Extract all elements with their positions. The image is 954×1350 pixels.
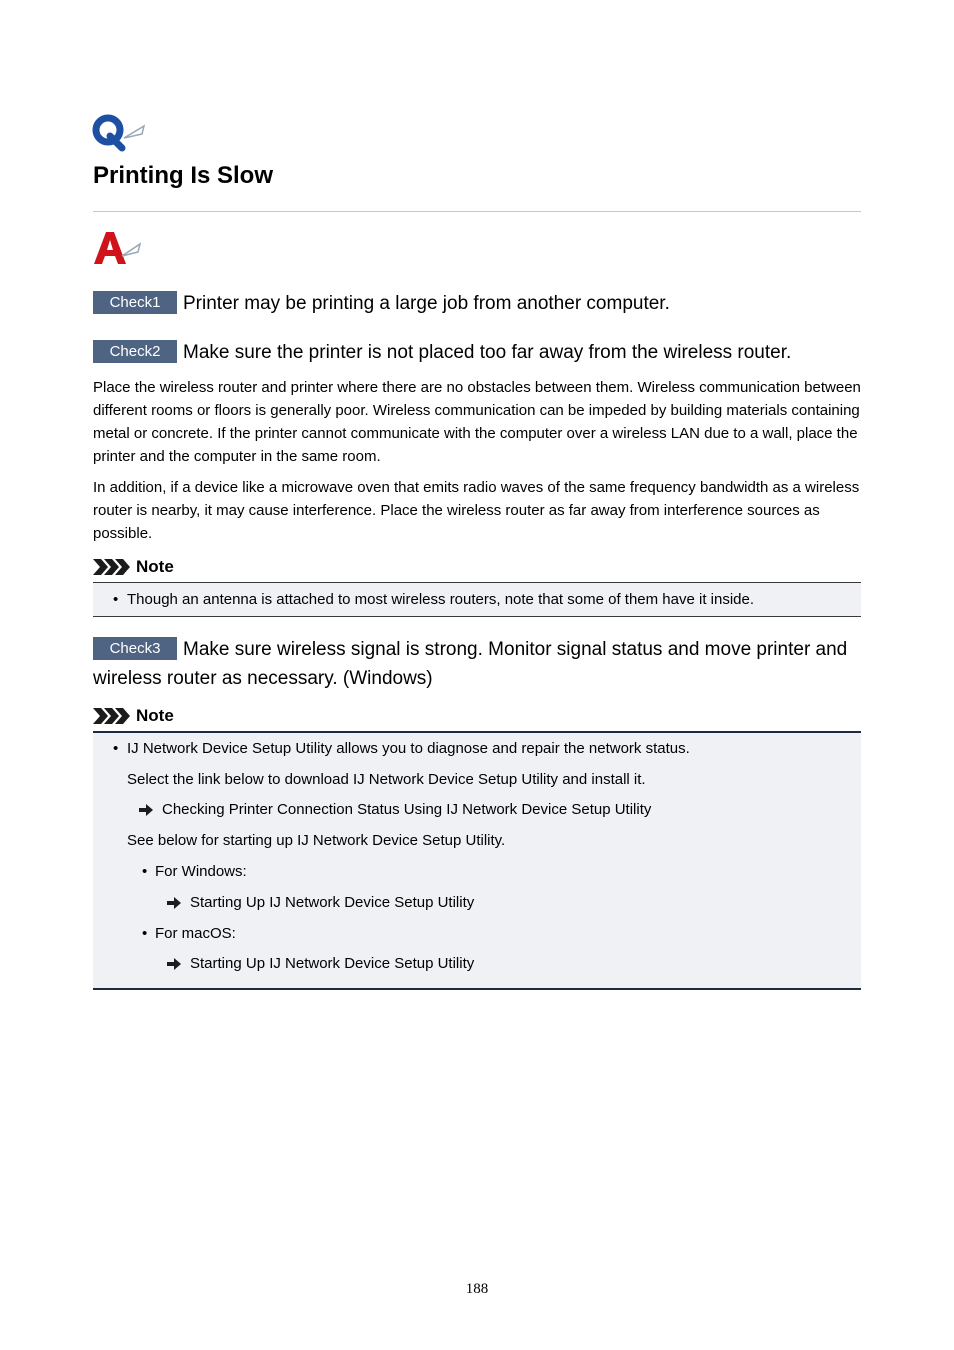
note-chevrons-icon xyxy=(93,708,131,724)
note2-heading xyxy=(93,705,174,727)
note2-bullet: • xyxy=(113,740,119,757)
check1-heading xyxy=(93,289,861,318)
check2-paragraph-2: In addition, if a device like a microwave oven that emits radio waves of the same frequency bandwidth as a wireless router is nearby, it may cause interference. Place the wireless router as far away from interference sources as possible. xyxy=(93,479,860,542)
macos-bullet: • xyxy=(142,925,148,942)
question-icon xyxy=(92,112,148,152)
note1-text: Though an antenna is attached to most wireless routers, note that some of them have it inside. xyxy=(127,591,755,608)
note2-intro: IJ Network Device Setup Utility allows you to diagnose and repair the network status. xyxy=(127,740,690,757)
page-number: 188 xyxy=(465,1281,489,1297)
windows-label: For Windows: xyxy=(155,863,247,880)
check3-heading xyxy=(93,635,861,693)
note1-box xyxy=(93,582,861,617)
windows-bullet: • xyxy=(142,863,148,880)
check2-heading xyxy=(93,338,861,367)
check3-text: Make sure wireless signal is strong. Monitor signal status and move printer and wireless router as necessary. (Windows) xyxy=(93,639,848,689)
link-startup-windows[interactable]: Starting Up IJ Network Device Setup Utility xyxy=(190,894,475,911)
note-chevrons-icon xyxy=(93,559,131,575)
check2-text: Make sure the printer is not placed too far away from the wireless router. xyxy=(183,342,792,363)
link-arrow-icon xyxy=(167,897,181,909)
note2-download-text: Select the link below to download IJ Network Device Setup Utility and install it. xyxy=(127,771,646,788)
check1-badge: Check1 xyxy=(93,291,177,314)
note2-label: Note xyxy=(136,706,174,725)
check2-badge: Check2 xyxy=(93,340,177,363)
check3-badge: Check3 xyxy=(93,637,177,660)
link-checking-connection-status[interactable]: Checking Printer Connection Status Using IJ Network Device Setup Utility xyxy=(162,801,652,818)
macos-label: For macOS: xyxy=(155,925,236,942)
note1-heading xyxy=(93,556,174,578)
link-arrow-icon xyxy=(167,958,181,970)
note2-box xyxy=(93,731,861,990)
title-divider xyxy=(93,211,861,212)
check2-paragraph-1: Place the wireless router and printer where there are no obstacles between them. Wireless communication between different rooms or floors is generally poor. Wireless communication can be impeded by building materials containing metal or concrete. If the printer cannot communicate with the computer over a wireless LAN due to a wall, place the printer and the computer in the same room. xyxy=(93,379,861,465)
answer-icon xyxy=(92,230,142,268)
note2-startup-intro: See below for starting up IJ Network Device Setup Utility. xyxy=(127,832,506,849)
note1-label: Note xyxy=(136,557,174,576)
note1-bullet: • xyxy=(113,591,119,608)
page-title: Printing Is Slow xyxy=(93,162,274,189)
link-startup-macos[interactable]: Starting Up IJ Network Device Setup Utility xyxy=(190,955,475,972)
link-arrow-icon xyxy=(139,804,153,816)
check1-text: Printer may be printing a large job from another computer. xyxy=(183,293,670,314)
